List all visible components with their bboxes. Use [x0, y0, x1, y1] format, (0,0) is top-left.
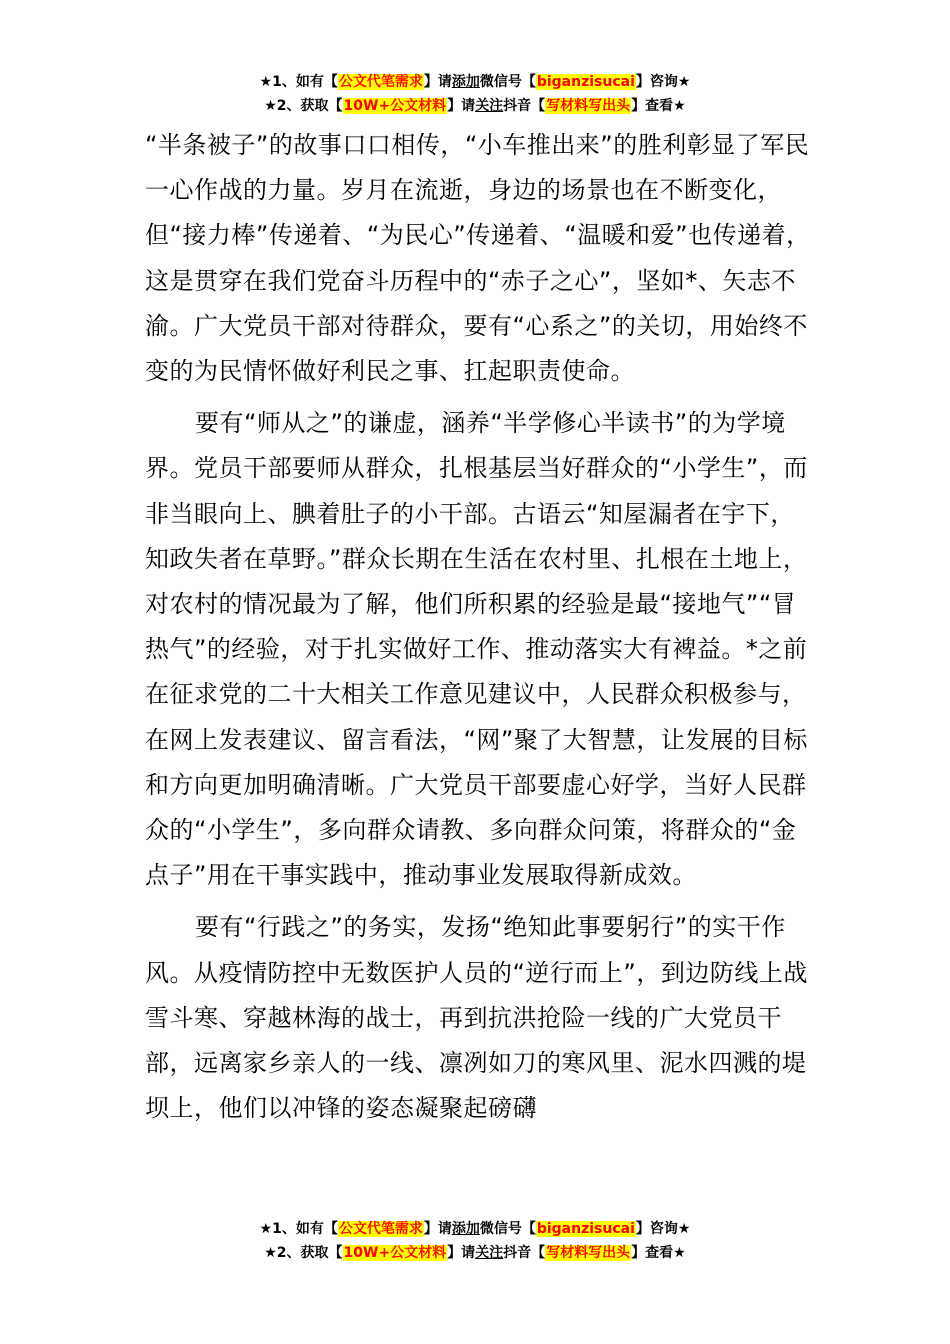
header-promo-line-1: [0, 70, 950, 94]
promo-text: ★1、如有【: [259, 74, 338, 90]
promo-text: ★2、获取【: [264, 98, 343, 114]
promo-text: 】请: [423, 1221, 452, 1237]
footer-promo-line-2: [0, 1241, 950, 1265]
promo-underline-add: 添加: [451, 74, 480, 90]
body-paragraph-1: “半条被子”的故事口口相传，“小车推出来”的胜利彰显了军民一心作战的力量。岁月在流逝，身边的场景也在不断变化，但“接力棒”传递着、“为民心”传递着、“温暖和爱”也传递着，这是贯穿在我们党奋斗历程中的“赤子之心”，坚如*、矢志不渝。广大党员干部对待群众，要有“心系之”的关切，用始终不变的为民情怀做好利民之事、扛起职责使命。: [145, 131, 811, 386]
promo-highlight-service: 公文代笔需求: [338, 74, 423, 90]
body-paragraph-2: 要有“师从之”的谦虚，涵养“半学修心半读书”的为学境界。党员干部要师从群众，扎根基层当好群众的“小学生”，而非当眼向上、腆着肚子的小干部。古语云“知屋漏者在宇下，知政失者在草野。”群众长期在生活在农村里、扎根在土地上，对农村的情况最为了解，他们所积累的经验是最“接地气”“冒热气”的经验，对于扎实做好工作、推动落实大有裨益。*之前在征求党的二十大相关工作意见建议中，人民群众积极参与，在网上发表建议、留言看法，“网”聚了大智慧，让发展的目标和方向更加明确清晰。广大党员干部要虚心好学，当好人民群众的“小学生”，多向群众请教、多向群众问策，将群众的“金点子”用在干事实践中，推动事业发展取得新成效。: [145, 409, 808, 890]
promo-highlight-service: 公文代笔需求: [338, 1221, 423, 1237]
promo-highlight-materials: 10W+公文材料: [343, 1245, 447, 1261]
promo-text: 抖音【: [503, 98, 546, 114]
promo-text: 微信号【: [479, 74, 536, 90]
promo-highlight-douyin-account: 写材料写出头: [546, 98, 631, 114]
footer-promo-banner: [0, 1217, 950, 1265]
promo-highlight-materials: 10W+公文材料: [343, 98, 447, 114]
promo-text: 微信号【: [479, 1221, 536, 1237]
footer-promo-line-1: [0, 1217, 950, 1241]
header-promo-line-2: [0, 94, 950, 118]
promo-highlight-wechat-id: biganzisucai: [536, 74, 635, 90]
promo-text: 】请: [423, 74, 452, 90]
promo-text: ★1、如有【: [259, 1221, 338, 1237]
promo-highlight-wechat-id: biganzisucai: [536, 1221, 635, 1237]
promo-underline-follow: 关注: [475, 1245, 504, 1261]
promo-text: 】查看★: [631, 98, 686, 114]
promo-underline-add: 添加: [451, 1221, 480, 1237]
promo-highlight-douyin-account: 写材料写出头: [546, 1245, 631, 1261]
header-promo-banner: [0, 70, 950, 118]
promo-text: ★2、获取【: [264, 1245, 343, 1261]
promo-underline-follow: 关注: [475, 98, 504, 114]
promo-text: 】咨询★: [635, 74, 691, 90]
promo-text: 】咨询★: [635, 1221, 691, 1237]
promo-text: 抖音【: [503, 1245, 546, 1261]
promo-text: 】查看★: [631, 1245, 686, 1261]
promo-text: 】请: [447, 1245, 476, 1261]
document-body: [145, 123, 815, 1131]
body-paragraph-3: 要有“行践之”的务实，发扬“绝知此事要躬行”的实干作风。从疫情防控中无数医护人员的“逆行而上”，到边防线上战雪斗寒、穿越林海的战士，再到抗洪抢险一线的广大党员干部，远离家乡亲人的一线、凛冽如刀的寒风里、泥水四溅的堤坝上，他们以冲锋的姿态凝聚起磅礴: [145, 913, 808, 1123]
promo-text: 】请: [447, 98, 476, 114]
